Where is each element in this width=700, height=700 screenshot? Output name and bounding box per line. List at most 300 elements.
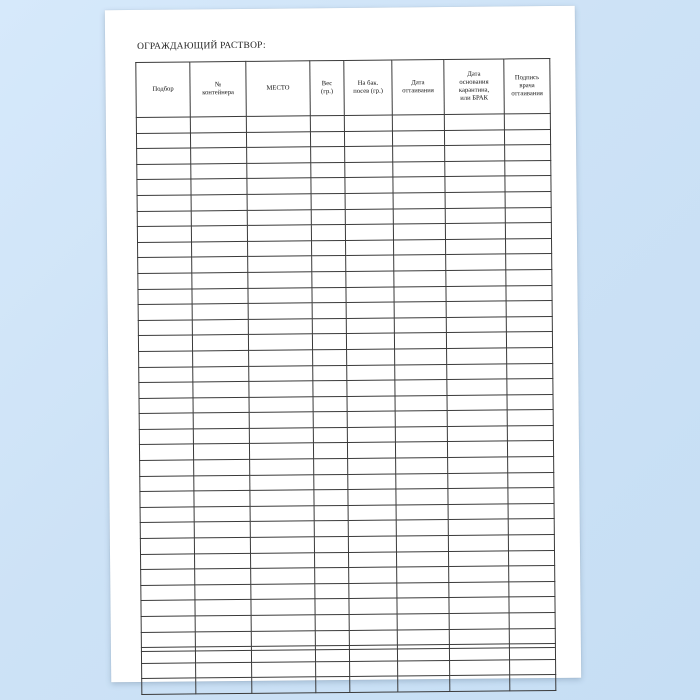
table-cell[interactable] (195, 615, 251, 631)
column-header-doctor-signature: Подпись врача оттаивания (504, 59, 551, 114)
table-cell[interactable] (315, 583, 349, 599)
table-cell[interactable] (509, 628, 555, 644)
table-cell[interactable] (446, 270, 506, 286)
table-cell[interactable] (190, 132, 246, 148)
table-cell[interactable] (139, 366, 193, 382)
table-cell[interactable] (191, 148, 247, 164)
table-cell[interactable] (447, 363, 507, 379)
table-cell[interactable] (393, 192, 445, 208)
table-cell[interactable] (141, 554, 195, 570)
table-row[interactable] (142, 675, 556, 695)
table-cell[interactable] (446, 317, 506, 333)
table-cell[interactable] (345, 162, 393, 178)
table-cell[interactable] (395, 364, 447, 380)
table-cell[interactable] (397, 598, 449, 614)
column-header-bacterial-culture: На бак. посев (гр.) (344, 60, 393, 115)
table-cell[interactable] (509, 612, 555, 628)
table-cell[interactable] (397, 613, 449, 629)
table-cell[interactable] (194, 491, 250, 507)
table-cell[interactable] (506, 269, 552, 285)
table-cell[interactable] (505, 145, 551, 161)
table-cell[interactable] (445, 145, 505, 161)
table-cell[interactable] (505, 176, 551, 192)
document-page (105, 6, 581, 682)
table-cell[interactable] (248, 287, 312, 303)
table-cell[interactable] (345, 177, 393, 193)
table-cell[interactable] (138, 335, 192, 351)
table-cell[interactable] (193, 350, 249, 366)
table-cell[interactable] (510, 675, 556, 691)
table-cell[interactable] (348, 505, 396, 521)
table-cell[interactable] (393, 224, 445, 240)
table-cell[interactable] (195, 631, 251, 647)
table-cell[interactable] (348, 489, 396, 505)
table-cell[interactable] (444, 114, 504, 130)
table-cell[interactable] (394, 333, 446, 349)
table-header-row (136, 59, 551, 118)
table-cell[interactable] (398, 676, 450, 692)
table-cell[interactable] (396, 536, 448, 552)
table-cell[interactable] (142, 663, 196, 679)
table-cell[interactable] (140, 507, 194, 523)
table-cell[interactable] (397, 582, 449, 598)
table-cell[interactable] (246, 131, 310, 147)
table-cell[interactable] (350, 661, 398, 677)
table-cell[interactable] (140, 538, 194, 554)
form-content (135, 38, 555, 695)
table-cell[interactable] (248, 256, 312, 272)
table-cell[interactable] (191, 179, 247, 195)
table-cell[interactable] (312, 318, 346, 334)
table-cell[interactable] (349, 583, 397, 599)
table-cell[interactable] (314, 505, 348, 521)
table-cell[interactable] (393, 146, 445, 162)
table-cell[interactable] (136, 117, 190, 133)
table-cell[interactable] (312, 303, 346, 319)
table-cell[interactable] (251, 630, 315, 646)
table-cell[interactable] (194, 506, 250, 522)
table-cell[interactable] (139, 429, 193, 445)
table-cell[interactable] (448, 535, 508, 551)
table-cell[interactable] (348, 520, 396, 536)
table-cell[interactable] (398, 660, 450, 676)
table-cell[interactable] (345, 146, 393, 162)
table-cell[interactable] (194, 522, 250, 538)
table-cell[interactable] (312, 271, 346, 287)
table-cell[interactable] (142, 678, 196, 694)
table-cell[interactable] (394, 255, 446, 271)
table-cell[interactable] (396, 489, 448, 505)
table-cell[interactable] (316, 677, 350, 693)
table-cell[interactable] (249, 443, 313, 459)
table-cell[interactable] (248, 272, 312, 288)
table-cell[interactable] (249, 381, 313, 397)
table-cell[interactable] (140, 476, 194, 492)
table-cell[interactable] (194, 537, 250, 553)
table-cell[interactable] (137, 195, 191, 211)
table-cell[interactable] (310, 131, 344, 147)
table-cell[interactable] (141, 585, 195, 601)
table-cell[interactable] (348, 552, 396, 568)
table-cell[interactable] (250, 537, 314, 553)
table-cell[interactable] (314, 474, 348, 490)
table-cell[interactable] (313, 412, 347, 428)
table-cell[interactable] (315, 599, 349, 615)
table-cell[interactable] (247, 225, 311, 241)
records-table (135, 58, 556, 695)
table-cell[interactable] (192, 319, 248, 335)
table-cell[interactable] (450, 675, 510, 691)
table-cell[interactable] (311, 162, 345, 178)
table-cell[interactable] (346, 333, 394, 349)
table-cell[interactable] (508, 503, 554, 519)
table-cell[interactable] (311, 209, 345, 225)
table-cell[interactable] (251, 615, 315, 631)
table-cell[interactable] (248, 334, 312, 350)
table-cell[interactable] (314, 490, 348, 506)
table-cell[interactable] (251, 584, 315, 600)
table-cell[interactable] (193, 366, 249, 382)
table-cell[interactable] (348, 474, 396, 490)
table-cell[interactable] (505, 207, 551, 223)
table-cell[interactable] (247, 209, 311, 225)
table-cell[interactable] (508, 457, 554, 473)
table-cell[interactable] (394, 239, 446, 255)
table-cell[interactable] (249, 350, 313, 366)
table-cell[interactable] (312, 240, 346, 256)
table-cell[interactable] (192, 272, 248, 288)
table-cell[interactable] (252, 662, 316, 678)
table-cell[interactable] (192, 288, 248, 304)
table-cell[interactable] (252, 677, 316, 693)
table-cell[interactable] (347, 396, 395, 412)
table-cell[interactable] (251, 552, 315, 568)
table-cell[interactable] (397, 567, 449, 583)
table-cell[interactable] (191, 210, 247, 226)
table-cell[interactable] (311, 193, 345, 209)
table-cell[interactable] (249, 365, 313, 381)
table-cell[interactable] (314, 536, 348, 552)
table-cell[interactable] (141, 616, 195, 632)
table-cell[interactable] (248, 241, 312, 257)
table-cell[interactable] (137, 211, 191, 227)
table-cell[interactable] (507, 425, 553, 441)
table-cell[interactable] (346, 302, 394, 318)
table-cell[interactable] (192, 304, 248, 320)
table-cell[interactable] (392, 130, 444, 146)
table-cell[interactable] (138, 257, 192, 273)
table-cell[interactable] (505, 223, 551, 239)
table-cell[interactable] (316, 661, 350, 677)
table-cell[interactable] (195, 584, 251, 600)
table-cell[interactable] (393, 177, 445, 193)
table-cell[interactable] (139, 351, 193, 367)
table-cell[interactable] (246, 116, 310, 132)
table-cell[interactable] (506, 332, 552, 348)
table-cell[interactable] (396, 458, 448, 474)
table-cell[interactable] (192, 241, 248, 257)
table-cell[interactable] (193, 444, 249, 460)
table-cell[interactable] (450, 660, 510, 676)
table-cell[interactable] (137, 164, 191, 180)
column-header-podbor: Подбор (136, 62, 191, 118)
table-cell[interactable] (312, 334, 346, 350)
table-cell[interactable] (345, 193, 393, 209)
table-cell[interactable] (311, 147, 345, 163)
table-cell[interactable] (394, 270, 446, 286)
table-cell[interactable] (313, 349, 347, 365)
table-cell[interactable] (346, 240, 394, 256)
table-cell[interactable] (314, 521, 348, 537)
table-cell[interactable] (397, 629, 449, 645)
table-cell[interactable] (348, 458, 396, 474)
table-cell[interactable] (345, 224, 393, 240)
table-cell[interactable] (346, 271, 394, 287)
table-cell[interactable] (141, 569, 195, 585)
table-cell[interactable] (506, 301, 552, 317)
table-cell[interactable] (313, 381, 347, 397)
table-cell[interactable] (446, 285, 506, 301)
table-cell[interactable] (395, 380, 447, 396)
table-cell[interactable] (191, 226, 247, 242)
table-cell[interactable] (505, 238, 551, 254)
table-cell[interactable] (507, 379, 553, 395)
table-cell[interactable] (140, 522, 194, 538)
column-header-quarantine-date: Дата основания карантина, или БРАК (444, 59, 505, 115)
table-cell[interactable] (446, 301, 506, 317)
table-cell[interactable] (394, 286, 446, 302)
table-cell[interactable] (505, 191, 551, 207)
table-cell[interactable] (138, 242, 192, 258)
table-cell[interactable] (445, 223, 505, 239)
table-cell[interactable] (396, 551, 448, 567)
table-cell[interactable] (506, 254, 552, 270)
table-cell[interactable] (344, 115, 392, 131)
table-cell[interactable] (446, 332, 506, 348)
table-cell[interactable] (315, 568, 349, 584)
table-cell[interactable] (141, 632, 195, 648)
table-cell[interactable] (249, 396, 313, 412)
table-cell[interactable] (504, 129, 550, 145)
table-cell[interactable] (505, 160, 551, 176)
table-cell[interactable] (139, 444, 193, 460)
table-cell[interactable] (314, 552, 348, 568)
table-cell[interactable] (190, 116, 246, 132)
table-cell[interactable] (449, 582, 509, 598)
table-cell[interactable] (315, 630, 349, 646)
table-cell[interactable] (191, 163, 247, 179)
table-cell[interactable] (310, 115, 344, 131)
table-cell[interactable] (191, 194, 247, 210)
table-cell[interactable] (396, 504, 448, 520)
table-cell[interactable] (347, 442, 395, 458)
table-cell[interactable] (248, 319, 312, 335)
table-cell[interactable] (194, 459, 250, 475)
table-cell[interactable] (447, 395, 507, 411)
table-cell[interactable] (508, 535, 554, 551)
table-cell[interactable] (507, 363, 553, 379)
table-cell[interactable] (251, 599, 315, 615)
table-cell[interactable] (249, 428, 313, 444)
table-cell[interactable] (445, 161, 505, 177)
table-cell[interactable] (196, 662, 252, 678)
table-cell[interactable] (347, 365, 395, 381)
table-cell[interactable] (137, 148, 191, 164)
table-cell[interactable] (393, 161, 445, 177)
table-cell[interactable] (449, 597, 509, 613)
table-cell[interactable] (194, 475, 250, 491)
table-cell[interactable] (448, 519, 508, 535)
table-cell[interactable] (312, 256, 346, 272)
table-cell[interactable] (448, 488, 508, 504)
table-cell[interactable] (347, 411, 395, 427)
table-cell[interactable] (344, 131, 392, 147)
table-cell[interactable] (396, 520, 448, 536)
table-cell[interactable] (250, 506, 314, 522)
table-cell[interactable] (395, 395, 447, 411)
table-cell[interactable] (312, 287, 346, 303)
table-cell[interactable] (311, 178, 345, 194)
table-cell[interactable] (396, 473, 448, 489)
table-cell[interactable] (315, 614, 349, 630)
table-cell[interactable] (350, 676, 398, 692)
table-cell[interactable] (347, 380, 395, 396)
table-cell[interactable] (509, 581, 555, 597)
table-cell[interactable] (346, 255, 394, 271)
page-title: ОГРАЖДАЮЩИЙ РАСТВОР: (137, 40, 266, 52)
table-cell[interactable] (506, 285, 552, 301)
column-header-weight: Вес (гр.) (310, 60, 345, 115)
table-cell[interactable] (349, 630, 397, 646)
table-cell[interactable] (195, 569, 251, 585)
table-cell[interactable] (140, 460, 194, 476)
table-cell[interactable] (250, 459, 314, 475)
table-cell[interactable] (314, 459, 348, 475)
table-cell[interactable] (313, 427, 347, 443)
table-cell[interactable] (448, 473, 508, 489)
table-cell[interactable] (195, 553, 251, 569)
table-cell[interactable] (394, 302, 446, 318)
table-cell[interactable] (445, 176, 505, 192)
table-cell[interactable] (395, 411, 447, 427)
table-cell[interactable] (504, 113, 550, 129)
table-cell[interactable] (347, 427, 395, 443)
table-cell[interactable] (394, 317, 446, 333)
table-cell[interactable] (393, 208, 445, 224)
table-cell[interactable] (448, 551, 508, 567)
table-cell[interactable] (448, 457, 508, 473)
table-cell[interactable] (509, 566, 555, 582)
table-cell[interactable] (508, 519, 554, 535)
table-cell[interactable] (311, 225, 345, 241)
table-cell[interactable] (506, 316, 552, 332)
table-cell[interactable] (141, 600, 195, 616)
table-cell[interactable] (137, 179, 191, 195)
table-cell[interactable] (508, 488, 554, 504)
table-cell[interactable] (196, 678, 252, 694)
table-cell[interactable] (193, 413, 249, 429)
table-cell[interactable] (138, 320, 192, 336)
table-cell[interactable] (507, 394, 553, 410)
table-cell[interactable] (248, 303, 312, 319)
table-cell[interactable] (510, 659, 556, 675)
table-cell[interactable] (445, 239, 505, 255)
table-cell[interactable] (449, 613, 509, 629)
table-cell[interactable] (140, 491, 194, 507)
table-cell[interactable] (247, 178, 311, 194)
table-cell[interactable] (195, 600, 251, 616)
table-cell[interactable] (395, 348, 447, 364)
table-cell[interactable] (449, 566, 509, 582)
table-cell[interactable] (139, 398, 193, 414)
table-cell[interactable] (193, 428, 249, 444)
table-cell[interactable] (138, 304, 192, 320)
table-cell[interactable] (346, 318, 394, 334)
table-cell[interactable] (250, 490, 314, 506)
table-cell[interactable] (346, 287, 394, 303)
table-cell[interactable] (192, 257, 248, 273)
table-cell[interactable] (444, 130, 504, 146)
table-cell[interactable] (507, 441, 553, 457)
table-cell[interactable] (139, 413, 193, 429)
table-cell[interactable] (192, 335, 248, 351)
table-cell[interactable] (395, 442, 447, 458)
table-cell[interactable] (507, 410, 553, 426)
table-cell[interactable] (345, 209, 393, 225)
table-cell[interactable] (508, 472, 554, 488)
table-cell[interactable] (138, 288, 192, 304)
table-cell[interactable] (250, 521, 314, 537)
table-cell[interactable] (193, 397, 249, 413)
table-body (136, 113, 556, 694)
table-cell[interactable] (449, 629, 509, 645)
table-cell[interactable] (137, 226, 191, 242)
table-cell[interactable] (251, 568, 315, 584)
table-cell[interactable] (349, 598, 397, 614)
table-cell[interactable] (250, 474, 314, 490)
table-cell[interactable] (247, 147, 311, 163)
table-cell[interactable] (139, 382, 193, 398)
table-cell[interactable] (136, 133, 190, 149)
table-cell[interactable] (395, 426, 447, 442)
table-cell[interactable] (138, 273, 192, 289)
table-cell[interactable] (447, 441, 507, 457)
table-cell[interactable] (508, 550, 554, 566)
table-cell[interactable] (249, 412, 313, 428)
table-cell[interactable] (448, 504, 508, 520)
table-cell[interactable] (447, 348, 507, 364)
table-cell[interactable] (349, 567, 397, 583)
table-cell[interactable] (447, 426, 507, 442)
table-cell[interactable] (313, 396, 347, 412)
table-cell[interactable] (445, 207, 505, 223)
table-cell[interactable] (347, 349, 395, 365)
table-cell[interactable] (447, 379, 507, 395)
table-cell[interactable] (349, 614, 397, 630)
table-cell[interactable] (313, 365, 347, 381)
table-cell[interactable] (507, 347, 553, 363)
table-cell[interactable] (445, 192, 505, 208)
table-cell[interactable] (313, 443, 347, 459)
table-cell[interactable] (446, 254, 506, 270)
table-cell[interactable] (509, 597, 555, 613)
table-cell[interactable] (348, 536, 396, 552)
table-cell[interactable] (447, 410, 507, 426)
table-cell[interactable] (247, 163, 311, 179)
table-cell[interactable] (247, 194, 311, 210)
table-cell[interactable] (392, 115, 444, 131)
table-cell[interactable] (193, 381, 249, 397)
